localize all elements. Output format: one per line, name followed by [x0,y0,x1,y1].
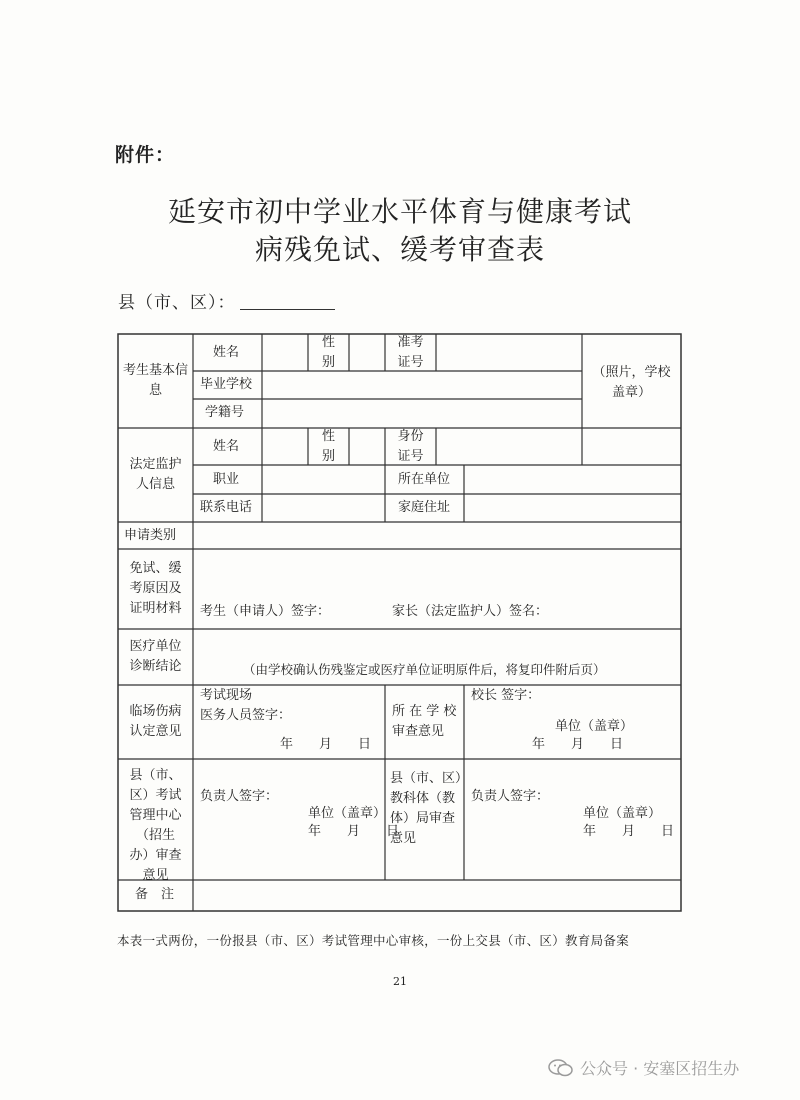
page-number: 21 [393,975,407,988]
address-label: 家庭住址 [398,500,451,515]
guardian-info-label [118,455,193,495]
medical-label [118,637,193,677]
cc-6: 意见 [142,868,169,883]
medical-2: 诊断结论 [129,659,182,674]
g-gender-char-2: 别 [321,449,335,464]
title-line-1: 延安市初中学业水平体育与健康考试 [167,195,632,228]
guardian-gender-label [308,427,349,467]
reason-1: 免试、缓 [129,561,182,576]
parent-signature: 家长（法定监护人）签名： [392,604,549,619]
photo-text-1: （照片，学校 [592,365,671,380]
form-footnote: 本表一式两份，一份报县（市、区）考试管理中心审核，一份上交县（市、区）教育局备案 [117,933,630,948]
school-date: 年 月 日 [532,737,624,752]
bureau-1: 县（市、区） [390,771,469,786]
g-gender-char-1: 性 [321,429,335,444]
county-label: 县（市、区）： [118,293,236,313]
onsite-staff-1: 考试现场 [200,688,253,703]
phone-label: 联系电话 [200,500,253,515]
county-unit-seal: 单位（盖章） [308,806,387,821]
onsite-staff-2: 医务人员签字： [200,708,292,723]
medical-note: （由学校确认伤残鉴定或医疗单位证明原件后，将复印件附后页） [243,662,606,677]
watermark-text: 公众号 · 安塞区招生办 [580,1059,740,1078]
onsite-staff-sign [200,686,291,726]
principal-sign: 校长 签字： [471,688,541,703]
student-id-label: 学籍号 [205,405,245,420]
bureau-4: 意见 [390,831,417,846]
bureau-responsible-sign: 负责人签字： [471,789,550,804]
school-unit-seal: 单位（盖章） [555,719,634,734]
bureau-2: 教科体（教 [390,791,456,806]
onsite-1: 临场伤病 [129,704,182,719]
reason-3: 证明材料 [129,601,182,616]
medical-1: 医疗单位 [129,639,182,654]
apply-type-label: 申请类别 [124,528,177,543]
onsite-2: 认定意见 [129,724,182,739]
county-center-label [118,766,193,886]
onsite-date: 年 月 日 [280,737,372,752]
exam-no-1: 准考 [397,335,424,350]
student-gender-label [308,333,349,373]
student-info-label [118,361,193,401]
school-opinion-1: 所 在 学 校 [392,704,457,719]
bureau-unit-seal: 单位（盖章） [583,806,662,821]
watermark [548,1056,739,1079]
gender-char-1: 性 [321,335,335,350]
county-date: 年 月 日 [308,824,400,839]
id-no-2: 证号 [397,449,424,464]
remarks-label: 备 注 [135,887,175,902]
guardian-text-2: 人信息 [135,477,175,492]
student-signature: 考生（申请人）签字： [200,604,331,619]
student-name-label: 姓名 [213,345,240,360]
cc-2: 区）考试 [129,788,182,803]
onsite-label [118,702,193,742]
attachment-label: 附件： [115,144,176,166]
school-opinion-label [392,702,456,742]
occupation-label: 职业 [213,472,240,487]
bureau-label [390,769,468,849]
bureau-3: 体）局审查 [390,811,456,826]
gender-char-2: 别 [321,355,335,370]
id-no-1: 身份 [397,429,424,444]
cc-3: 管理中心 [129,808,182,823]
cc-4: （招生 [135,828,175,843]
cc-5: 办）审查 [129,848,182,863]
student-info-text: 考生基本信息 [122,363,188,398]
employer-label: 所在单位 [398,472,451,487]
county-responsible-sign: 负责人签字： [200,789,279,804]
exam-no-label [385,333,436,373]
reason-2: 考原因及 [129,581,182,596]
exam-no-2: 证号 [397,355,424,370]
cc-1: 县（市、 [129,768,182,783]
photo-area[interactable] [582,363,681,403]
school-opinion-2: 审查意见 [392,724,445,739]
guardian-name-label: 姓名 [213,439,240,454]
guardian-text-1: 法定监护 [129,457,182,472]
reason-label [118,559,193,619]
wechat-icon [548,1059,574,1077]
id-no-label [385,427,436,467]
title-line-2: 病残免试、缓考审查表 [254,233,545,266]
school-label: 毕业学校 [200,377,253,392]
photo-text-2: 盖章） [611,385,651,400]
bureau-date: 年 月 日 [583,824,675,839]
